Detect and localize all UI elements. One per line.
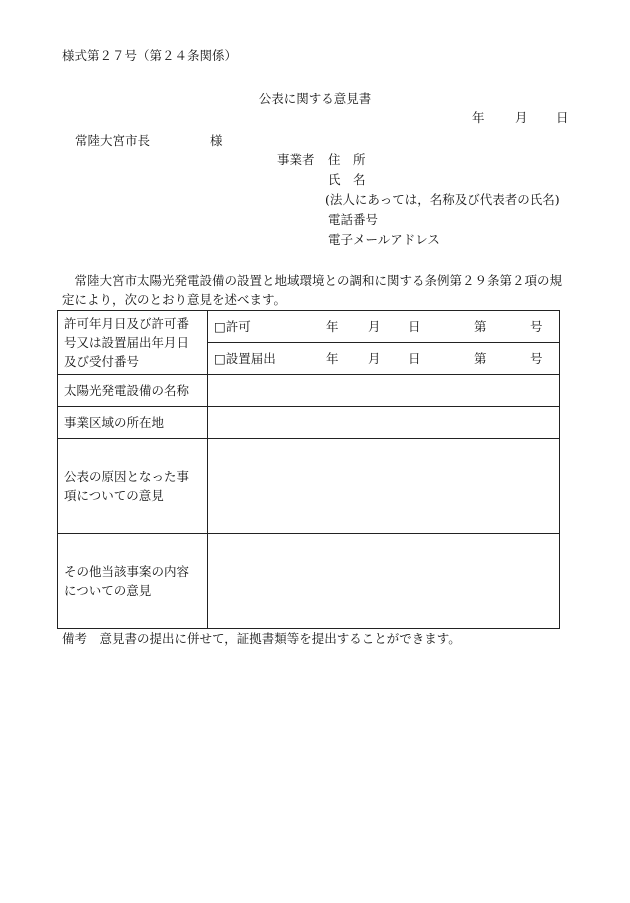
applicant-label: 事業者 xyxy=(277,152,315,167)
permit-checkbox[interactable]: □許可 xyxy=(214,319,251,334)
document-title: 公表に関する意見書 xyxy=(258,91,372,106)
address-label: 住 所 xyxy=(328,152,366,167)
email-label: 電子メールアドレス xyxy=(328,232,440,247)
project-location-field[interactable] xyxy=(208,407,560,439)
remarks-note: 備考 意見書の提出に併せて，証拠書類等を提出することができます。 xyxy=(62,631,461,646)
date-month-label: 月 xyxy=(515,110,528,125)
permit-day-label: 日 xyxy=(408,319,421,334)
permit-date-label: 許可年月日及び許可番号又は設置届出年月日及び受付番号 xyxy=(58,311,208,375)
notification-month-label: 月 xyxy=(368,351,381,366)
permit-number-prefix: 第 xyxy=(474,319,487,334)
name-label: 氏 名 xyxy=(328,172,366,187)
permit-row xyxy=(208,311,559,342)
form-number: 様式第２７号（第２４条関係） xyxy=(62,48,238,63)
other-matters-opinion-field[interactable] xyxy=(208,534,560,629)
publication-cause-opinion-field[interactable] xyxy=(208,439,560,534)
publication-cause-opinion-label: 公表の原因となった事項についての意見 xyxy=(58,439,208,534)
permit-month-label: 月 xyxy=(368,319,381,334)
notification-number-prefix: 第 xyxy=(474,351,487,366)
facility-name-field[interactable] xyxy=(208,375,560,407)
date-day-label: 日 xyxy=(556,110,569,125)
phone-label: 電話番号 xyxy=(328,212,379,227)
addressee-name: 常陸大宮市長 xyxy=(75,133,151,148)
opinion-table xyxy=(57,310,560,629)
permit-number-suffix: 号 xyxy=(530,319,543,334)
notification-number-suffix: 号 xyxy=(530,351,543,366)
permit-date-cell xyxy=(208,311,560,375)
addressee-honorific: 様 xyxy=(210,133,223,148)
notification-row xyxy=(208,342,559,374)
date-year-label: 年 xyxy=(472,110,485,125)
project-location-label: 事業区域の所在地 xyxy=(58,407,208,439)
permit-year-label: 年 xyxy=(326,319,339,334)
notification-year-label: 年 xyxy=(326,351,339,366)
facility-name-label: 太陽光発電設備の名称 xyxy=(58,375,208,407)
other-matters-opinion-label: その他当該事案の内容についての意見 xyxy=(58,534,208,629)
notification-checkbox[interactable]: □設置届出 xyxy=(214,351,276,366)
notification-day-label: 日 xyxy=(408,351,421,366)
corporate-note: (法人にあっては，名称及び代表者の氏名) xyxy=(325,192,560,207)
intro-paragraph: 常陸大宮市太陽光発電設備の設置と地域環境との調和に関する条例第２９条第２項の規定により，次のとおり意見を述べます。 xyxy=(62,273,563,307)
